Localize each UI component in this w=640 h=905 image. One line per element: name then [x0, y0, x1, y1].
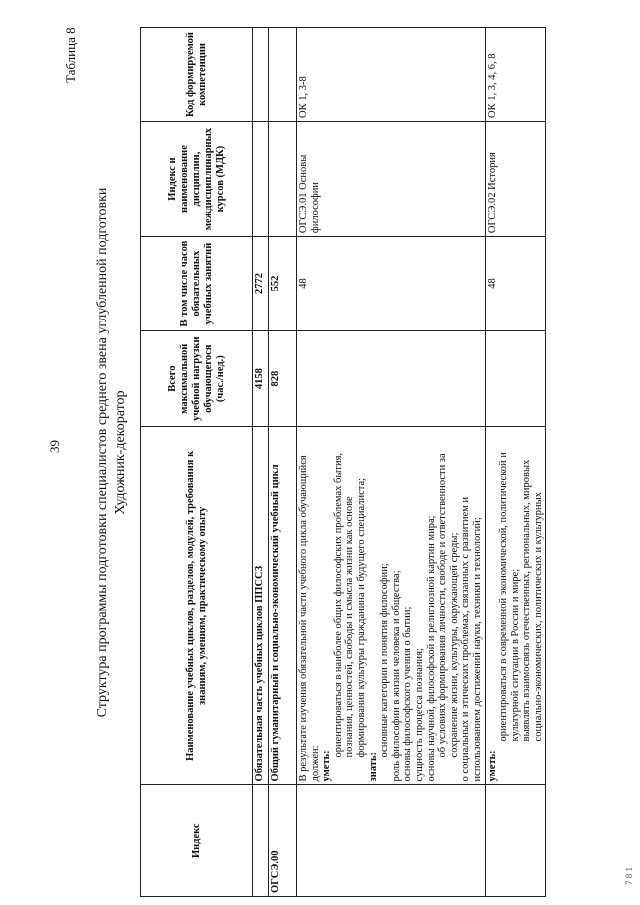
total-discipline-cell [253, 122, 269, 237]
knowledge-item: сущность процесса познания; [413, 648, 425, 782]
header-required-hours: В том числе часов обязательных учебных занятий [141, 237, 253, 331]
cycle-discipline-cell [269, 122, 297, 237]
history-max-load-cell [485, 331, 546, 427]
document-title: Структура программы подготовки специалистов среднего звена углубленной подготовки [95, 187, 110, 718]
knowledge-item: о социальных и этических проблемах, связанных с развитием и использованием достижений науки, техники и технологий; [460, 496, 483, 782]
structure-table [140, 27, 546, 897]
history-competence-cell: ОК 1, 3, 4, 6, 8 [485, 28, 546, 122]
cycle-index-cell: ОГСЭ.00 [269, 785, 297, 897]
skill-item: ориентироваться в современной экономической, политической и культурной ситуации в России и мире; [498, 452, 521, 742]
total-competence-cell [253, 28, 269, 122]
page-number: 39 [47, 440, 62, 453]
history-discipline-cell: ОГСЭ.02 История [485, 122, 546, 237]
header-discipline: Индекс и наименование дисциплин, междисциплинарных курсов (МДК) [141, 122, 253, 237]
knowledge-label: знать: [367, 751, 379, 782]
philosophy-competence-cell: ОК 1, 3-8 [297, 28, 486, 122]
cycle-required-hours-cell: 552 [269, 237, 297, 331]
knowledge-item: основные категории и понятия философии; [379, 563, 391, 758]
knowledge-item: основы научной, философской и религиозной картин мира; [425, 515, 437, 782]
history-requirements-cell [485, 427, 546, 785]
philosophy-requirements-cell [297, 427, 486, 785]
skills-label: уметь: [321, 750, 333, 782]
header-name: Наименование учебных циклов, разделов, модулей, требования к знаниям, умениям, практическому опыту [141, 427, 253, 785]
table-header-row [141, 28, 253, 897]
knowledge-item: основы философского учения о бытии; [402, 606, 414, 782]
header-competence: Код формируемой компетенции [141, 28, 253, 122]
table-row [269, 28, 297, 897]
cycle-name-cell: Общий гуманитарный и социально-экономический учебный цикл [269, 427, 297, 785]
total-required-hours-cell: 2772 [253, 237, 269, 331]
cycle-competence-cell [269, 28, 297, 122]
header-max-load: Всего максимальной учебной нагрузки обучающегося (час./нед.) [141, 331, 253, 427]
table-row [485, 28, 546, 897]
skill-item: выявлять взаимосвязь отечественных, региональных, мировых социально-экономических, политических и культурных [521, 459, 544, 742]
table-label: Таблица 8 [63, 27, 78, 83]
total-name-cell: Обязательная часть учебных циклов ППССЗ [253, 427, 269, 785]
history-required-hours-cell: 48 [485, 237, 546, 331]
knowledge-item: роль философии в жизни человека и общества; [390, 570, 402, 782]
skills-label: уметь: [486, 750, 498, 782]
table-row [297, 28, 486, 897]
requirements-intro: В результате изучения обязательной части учебного цикла обучающийся должен: [298, 455, 321, 782]
philosophy-required-hours-cell: 48 [297, 237, 486, 331]
document-subtitle: Художник-декоратор [113, 390, 128, 515]
table-row [253, 28, 269, 897]
philosophy-discipline-cell: ОГСЭ.01 Основы философии [297, 122, 486, 237]
history-index-cell [485, 785, 546, 897]
page-footnote: 7 8 1 [624, 867, 634, 885]
total-max-load-cell: 4158 [253, 331, 269, 427]
cycle-max-load-cell: 828 [269, 331, 297, 427]
philosophy-index-cell [297, 785, 486, 897]
total-index-cell [253, 785, 269, 897]
header-index: Индекс [141, 785, 253, 897]
knowledge-item: об условиях формирования личности, свободе и ответственности за сохранение жизни, культуры, окружающей среды; [437, 453, 460, 758]
philosophy-max-load-cell [297, 331, 486, 427]
skill-item: ориентироваться в наиболее общих философских проблемах бытия, познания, ценностей, свободы и смысла жизни как основе формирования культуры гражданина и будущего специалиста; [332, 452, 367, 758]
